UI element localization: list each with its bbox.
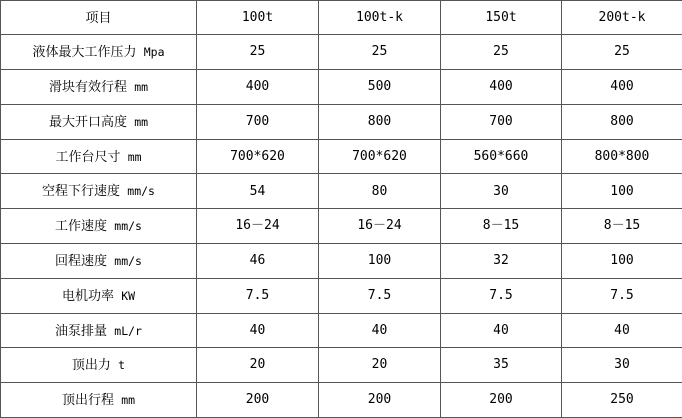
row-value: 400 xyxy=(562,70,682,105)
row-unit-text: mm xyxy=(127,149,142,164)
row-value: 80 xyxy=(319,174,441,209)
row-value: 700 xyxy=(197,104,319,139)
row-value: 54 xyxy=(197,174,319,209)
row-value: 560*660 xyxy=(441,139,562,174)
header-cell-model-2: 100t-k xyxy=(319,1,441,35)
row-value: 250 xyxy=(562,383,682,418)
row-value: 20 xyxy=(319,348,441,383)
row-label-text: 顶出力 xyxy=(71,357,111,373)
row-value: 40 xyxy=(562,313,682,348)
row-value: 46 xyxy=(197,244,319,279)
row-value: 25 xyxy=(197,35,319,70)
row-label-text: 电机功率 xyxy=(61,287,114,303)
table-row xyxy=(1,383,682,418)
row-label xyxy=(1,244,197,279)
row-label xyxy=(1,348,197,383)
row-label-text: 工作台尺寸 xyxy=(55,148,121,164)
row-value: 800 xyxy=(319,104,441,139)
row-unit-text: Mpa xyxy=(143,45,165,60)
row-value: 30 xyxy=(562,348,682,383)
row-value: 16－24 xyxy=(197,209,319,244)
row-label xyxy=(1,174,197,209)
row-unit-text: mm xyxy=(134,80,149,95)
row-value: 100 xyxy=(319,244,441,279)
row-value: 700 xyxy=(441,104,562,139)
header-cell-model-4: 200t-k xyxy=(562,1,682,35)
row-value: 16－24 xyxy=(319,209,441,244)
row-value: 7.5 xyxy=(441,278,562,313)
row-value: 35 xyxy=(441,348,562,383)
table-row xyxy=(1,278,682,313)
row-value: 20 xyxy=(197,348,319,383)
row-value: 200 xyxy=(319,383,441,418)
row-label xyxy=(1,35,197,70)
row-value: 100 xyxy=(562,174,682,209)
row-value: 40 xyxy=(197,313,319,348)
table-row xyxy=(1,244,682,279)
row-label xyxy=(1,209,197,244)
table-row xyxy=(1,104,682,139)
row-unit-text: t xyxy=(118,358,126,373)
row-value: 40 xyxy=(319,313,441,348)
row-value: 40 xyxy=(441,313,562,348)
row-value: 400 xyxy=(441,70,562,105)
row-value: 500 xyxy=(319,70,441,105)
table-row xyxy=(1,174,682,209)
table-row xyxy=(1,35,682,70)
row-label-text: 工作速度 xyxy=(55,218,108,234)
header-cell-model-1: 100t xyxy=(197,1,319,35)
table-row xyxy=(1,70,682,105)
row-label-text: 空程下行速度 xyxy=(42,183,121,199)
row-unit-text: mm xyxy=(134,114,149,129)
table-header-row xyxy=(1,1,682,35)
row-value: 700*620 xyxy=(319,139,441,174)
row-value: 8－15 xyxy=(441,209,562,244)
row-label-text: 液体最大工作压力 xyxy=(32,44,137,60)
row-value: 700*620 xyxy=(197,139,319,174)
row-label xyxy=(1,70,197,105)
row-value: 25 xyxy=(319,35,441,70)
row-label xyxy=(1,139,197,174)
row-label-text: 滑块有效行程 xyxy=(48,79,127,95)
row-value: 25 xyxy=(562,35,682,70)
row-label-text: 顶出行程 xyxy=(61,392,114,408)
row-value: 800*800 xyxy=(562,139,682,174)
table-row xyxy=(1,348,682,383)
row-unit-text: mm/s xyxy=(114,254,142,269)
row-value: 32 xyxy=(441,244,562,279)
header-cell-model-3: 150t xyxy=(441,1,562,35)
row-label-text: 回程速度 xyxy=(55,253,108,269)
row-value: 100 xyxy=(562,244,682,279)
row-value: 7.5 xyxy=(319,278,441,313)
row-value: 30 xyxy=(441,174,562,209)
table-row xyxy=(1,209,682,244)
row-value: 25 xyxy=(441,35,562,70)
row-label xyxy=(1,278,197,313)
row-value: 7.5 xyxy=(562,278,682,313)
row-value: 8－15 xyxy=(562,209,682,244)
row-label-text: 最大开口高度 xyxy=(48,113,127,129)
row-unit-text: mm xyxy=(121,393,136,408)
table-row xyxy=(1,139,682,174)
row-unit-text: mL/r xyxy=(114,323,142,338)
row-value: 200 xyxy=(441,383,562,418)
row-label xyxy=(1,383,197,418)
row-label-text: 油泵排量 xyxy=(55,322,108,338)
row-unit-text: mm/s xyxy=(127,184,155,199)
row-value: 400 xyxy=(197,70,319,105)
table-row xyxy=(1,313,682,348)
row-value: 800 xyxy=(562,104,682,139)
row-unit-text: mm/s xyxy=(114,219,142,234)
row-value: 7.5 xyxy=(197,278,319,313)
header-cell-item: 项目 xyxy=(1,1,197,35)
row-unit-text: KW xyxy=(121,288,136,303)
row-label xyxy=(1,313,197,348)
row-label xyxy=(1,104,197,139)
row-value: 200 xyxy=(197,383,319,418)
